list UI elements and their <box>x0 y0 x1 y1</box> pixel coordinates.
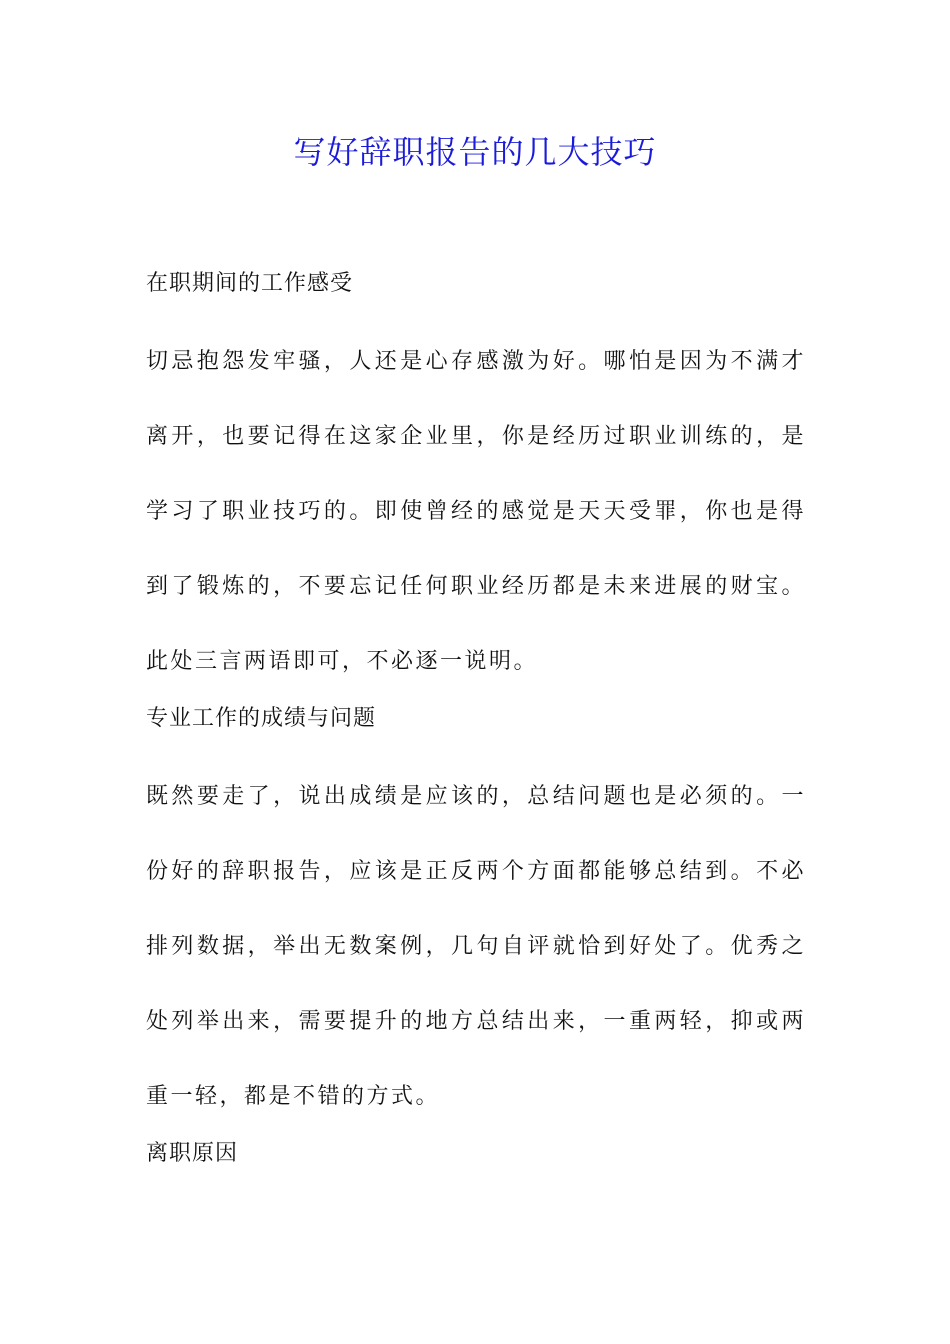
document-body <box>146 264 806 1174</box>
document-title: 写好辞职报告的几大技巧 <box>293 133 657 171</box>
section-heading-work-feelings: 在职期间的工作感受 <box>146 271 354 296</box>
section-heading-achievements: 专业工作的成绩与问题 <box>146 706 377 731</box>
section-paragraph-work-feelings: 切忌抱怨发牢骚，人还是心存感激为好。哪怕是因为不满才离开，也要记得在这家企业里，你是经历过职业训练的，是学习了职业技巧的。即使曾经的感觉是天天受罪，你也是得到了锻炼的，不要忘记任何职业经历都是未来进展的财宝。此处三言两语即可，不必逐一说明。 <box>146 349 806 674</box>
section-paragraph-achievements: 既然要走了，说出成绩是应该的，总结问题也是必须的。一份好的辞职报告，应该是正反两个方面都能够总结到。不必排列数据，举出无数案例，几句自评就恰到好处了。优秀之处列举出来，需要提升的地方总结出来，一重两轻，抑或两重一轻，都是不错的方式。 <box>146 784 806 1109</box>
section-heading-reasons: 离职原因 <box>146 1141 239 1166</box>
